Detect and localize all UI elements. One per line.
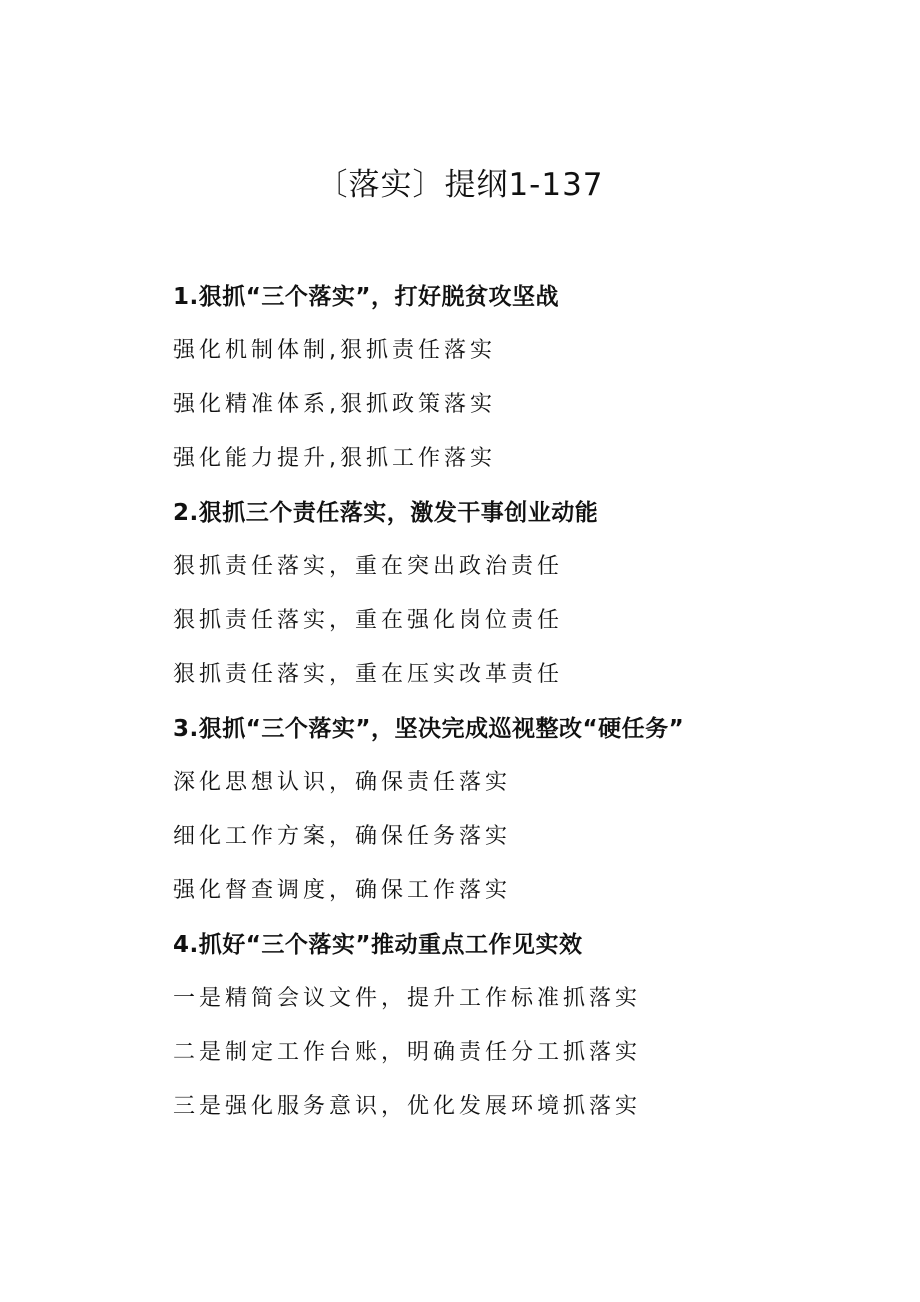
list-item: 深化思想认识，确保责任落实	[173, 770, 512, 795]
list-item: 强化能力提升,狠抓工作落实	[173, 446, 496, 471]
list-item: 狠抓责任落实，重在压实改革责任	[173, 662, 564, 687]
list-item: 二是制定工作台账，明确责任分工抓落实	[173, 1040, 642, 1065]
outline-list	[173, 270, 873, 1134]
section-heading-1: 1.狠抓“三个落实”，打好脱贫攻坚战	[173, 284, 559, 310]
page-title: 〔落实〕提纲1-137	[316, 167, 604, 203]
list-item: 强化督查调度，确保工作落实	[173, 878, 512, 903]
list-item: 一是精简会议文件，提升工作标准抓落实	[173, 986, 642, 1011]
list-item: 三是强化服务意识，优化发展环境抓落实	[173, 1094, 642, 1119]
section-heading-2: 2.狠抓三个责任落实，激发干事创业动能	[173, 500, 599, 526]
list-item: 强化机制体制,狠抓责任落实	[173, 338, 496, 363]
list-item: 狠抓责任落实，重在突出政治责任	[173, 554, 564, 579]
section-heading-3: 3.狠抓“三个落实”，坚决完成巡视整改“硬任务”	[173, 716, 685, 742]
list-item: 强化精准体系,狠抓政策落实	[173, 392, 496, 417]
section-heading-4: 4.抓好“三个落实”推动重点工作见实效	[173, 932, 583, 958]
list-item: 狠抓责任落实，重在强化岗位责任	[173, 608, 564, 633]
list-item: 细化工作方案，确保任务落实	[173, 824, 512, 849]
